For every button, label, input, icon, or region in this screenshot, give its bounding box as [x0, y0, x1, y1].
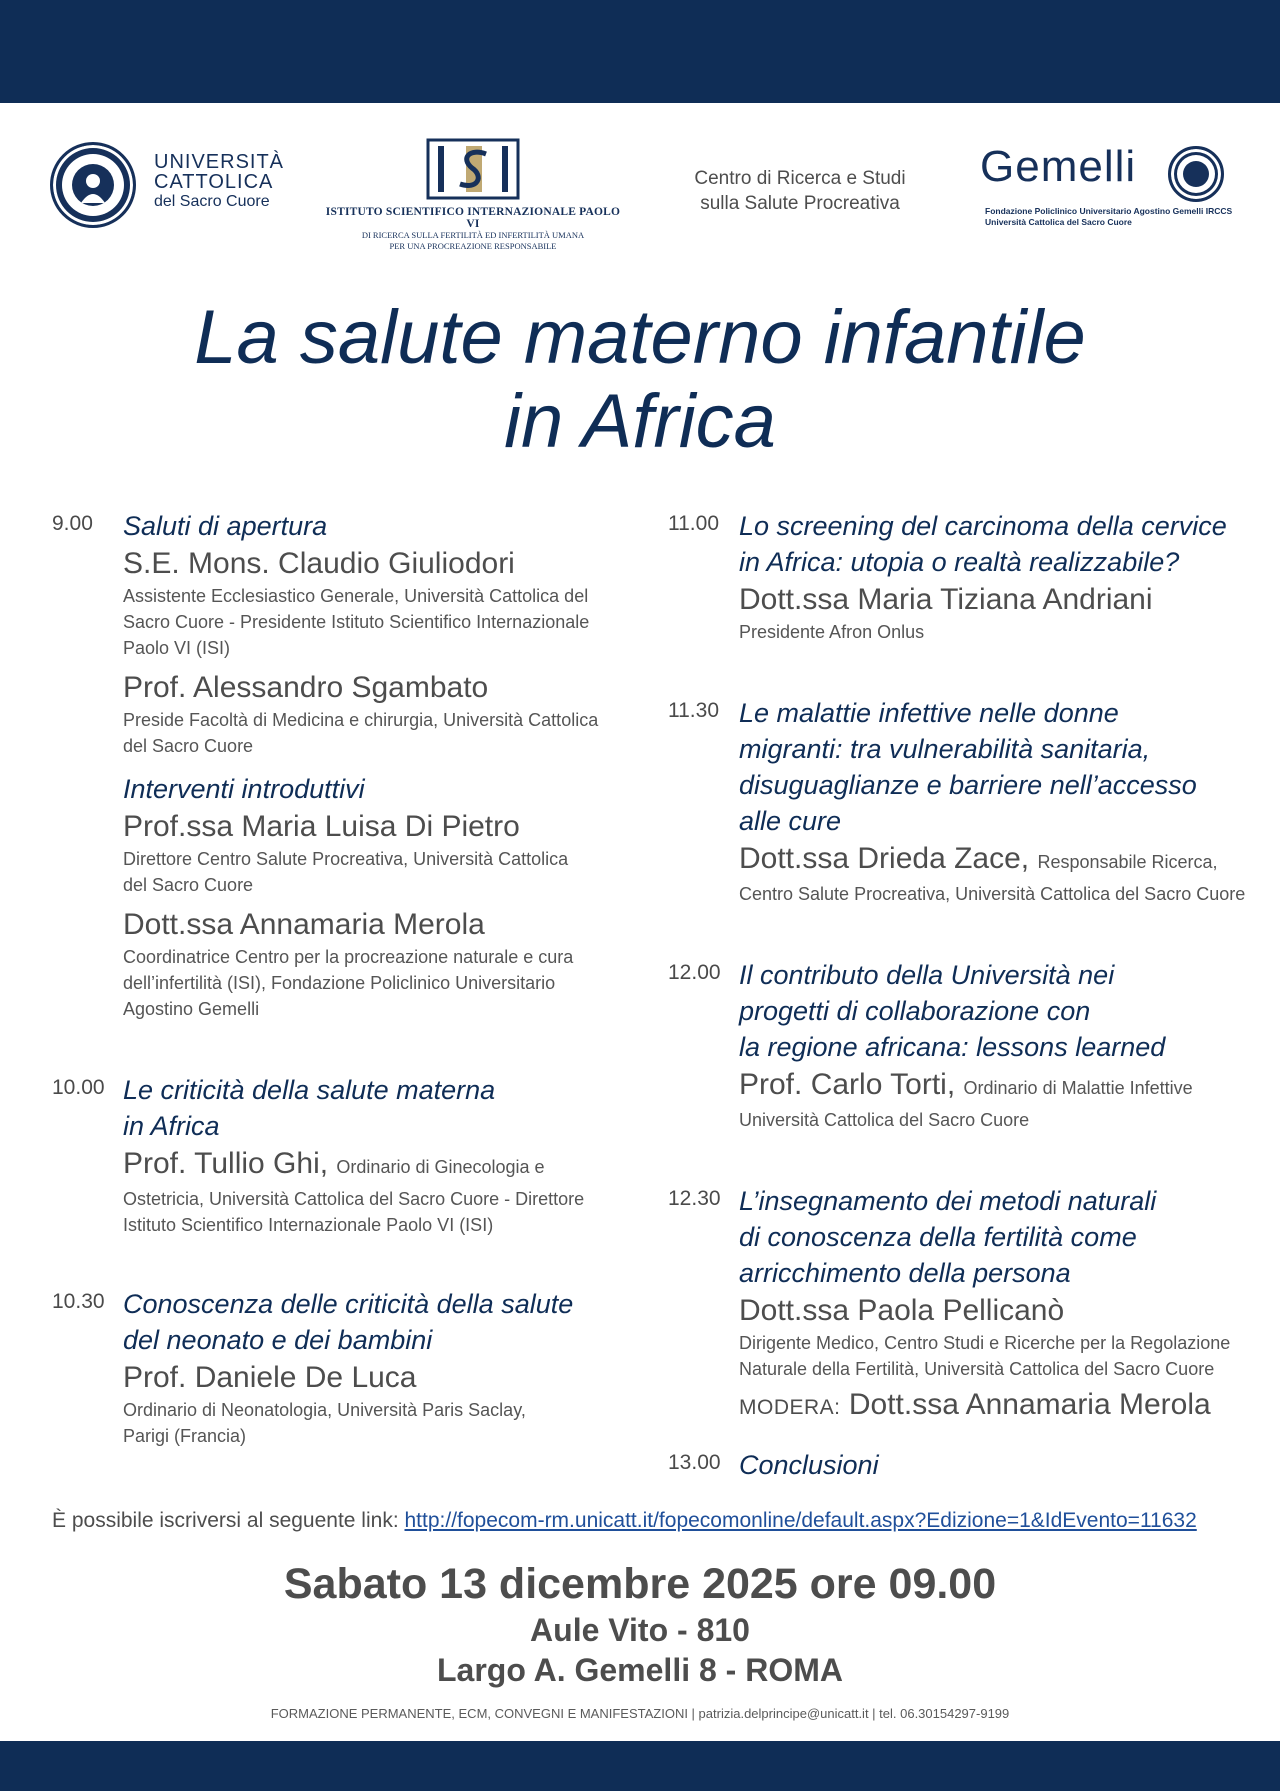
bottom-band: [0, 1741, 1280, 1791]
ucsc-logo: [50, 142, 285, 232]
program-slot-1300: [668, 1447, 1248, 1483]
speaker-role-inline: Ordinario di Malattie Infettive: [963, 1078, 1193, 1098]
speaker-role: Direttore Centro Salute Procreativa, Università Cattolica del Sacro Cuore: [123, 849, 569, 895]
speaker-role: Coordinatrice Centro per la procreazione naturale e cura dell’infertilità (ISI), Fondazione Policlinico Universitario Agostino Gemelli: [123, 947, 574, 1019]
speaker-role-inline: Responsabile Ricerca,: [1037, 852, 1218, 872]
program-slot-1200: [668, 957, 1248, 1133]
ucsc-name-line1: UNIVERSITÀ: [154, 151, 285, 173]
centro-logo: [680, 166, 920, 216]
speaker-name: Prof. Carlo Torti, Ordinario di Malattie Infettive: [739, 1068, 1193, 1101]
ucsc-name-line2: CATTOLICA: [154, 171, 274, 193]
slot-topic: Saluti di apertura: [123, 511, 328, 541]
speaker-role-inline: Ordinario di Ginecologia e: [336, 1157, 545, 1177]
title-line1: La salute materno infantile: [194, 295, 1086, 380]
ucsc-name-line3: del Sacro Cuore: [154, 193, 270, 210]
gemelli-sub-line2: Università Cattolica del Sacro Cuore: [985, 217, 1132, 227]
speaker-name: Prof. Tullio Ghi, Ordinario di Ginecologia e: [123, 1147, 545, 1180]
speaker-role: Centro Salute Procreativa, Università Cattolica del Sacro Cuore: [739, 884, 1246, 904]
isi-logo: [318, 134, 628, 251]
isi-name-line3: PER UNA PROCREAZIONE RESPONSABILE: [389, 241, 557, 251]
registration-text: È possibile iscriversi al seguente link:: [52, 1509, 399, 1532]
speaker-role: Ordinario di Neonatologia, Università Paris Saclay, Parigi (Francia): [123, 1400, 526, 1446]
centro-line1: Centro di Ricerca e Studi: [694, 168, 906, 189]
program-slot-1000: [52, 1072, 642, 1238]
event-room: Aule Vito - 810: [530, 1612, 750, 1648]
speaker-name: Dott.ssa Annamaria Merola: [123, 908, 485, 941]
slot-topic: Le criticità della salute materna in Africa: [123, 1075, 496, 1141]
slot-time: 9.00: [52, 512, 93, 535]
speaker-role: Preside Facoltà di Medicina e chirurgia, Università Cattolica del Sacro Cuore: [123, 710, 599, 756]
title-line2: in Africa: [504, 379, 776, 464]
slot-time: 10.30: [52, 1290, 105, 1313]
slot-time: 11.30: [668, 699, 719, 722]
centro-line2: sulla Salute Procreativa: [700, 193, 900, 214]
program-slot-900: [52, 508, 642, 1022]
isi-name-line1: ISTITUTO SCIENTIFICO INTERNAZIONALE PAOLO VI: [325, 206, 621, 230]
speaker-role: Presidente Afron Onlus: [739, 622, 925, 642]
slot-topic: Lo screening del carcinoma della cervice in Africa: utopia o realtà realizzabile?: [739, 511, 1227, 577]
program-slot-1030: [52, 1286, 642, 1449]
speaker-role: Dirigente Medico, Centro Studi e Ricerche per la Regolazione Naturale della Fertilità, Università Cattolica del Sacro Cuore: [739, 1333, 1231, 1379]
program-slot-1230: [668, 1183, 1248, 1427]
speaker-name: Prof. Daniele De Luca: [123, 1361, 417, 1394]
slot-time: 13.00: [668, 1451, 721, 1474]
program-slot-1130: [668, 695, 1248, 907]
speaker-name: Dott.ssa Maria Tiziana Andriani: [739, 583, 1153, 616]
gemelli-logo: [980, 142, 1240, 242]
top-band: [0, 0, 1280, 103]
event-address: Largo A. Gemelli 8 - ROMA: [437, 1652, 843, 1688]
gemelli-wordmark: Gemelli: [980, 142, 1137, 191]
speaker-role: Ostetricia, Università Cattolica del Sacro Cuore - Direttore Istituto Scientifico Internazionale Paolo VI (ISI): [123, 1189, 585, 1235]
program-slot-1100: [668, 508, 1248, 645]
program-left-column: [52, 508, 642, 1449]
gemelli-seal-icon: [1168, 146, 1224, 202]
speaker-name: Prof. Alessandro Sgambato: [123, 671, 489, 704]
slot-time: 12.30: [668, 1187, 721, 1210]
slot-topic: Conoscenza delle criticità della salute del neonato e dei bambini: [123, 1289, 574, 1355]
speaker-name: S.E. Mons. Claudio Giuliodori: [123, 547, 515, 580]
speaker-name: Prof.ssa Maria Luisa Di Pietro: [123, 810, 520, 843]
registration-link[interactable]: http://fopecom-rm.unicatt.it/fopecomonline/default.aspx?Edizione=1&IdEvento=11632: [404, 1509, 1197, 1532]
isi-name-line2: DI RICERCA SULLA FERTILITÀ ED INFERTILITÀ UMANA: [361, 230, 585, 240]
program-right-column: [668, 508, 1248, 1483]
moderator-label: MODERA:: [739, 1396, 841, 1419]
speaker-name: Dott.ssa Drieda Zace, Responsabile Ricerca,: [739, 842, 1218, 875]
gemelli-sub-line1: Fondazione Policlinico Universitario Agostino Gemelli IRCCS: [985, 206, 1233, 216]
speaker-role: Assistente Ecclesiastico Generale, Università Cattolica del Sacro Cuore - Presidente Istituto Scientifico Internazionale Paolo VI (ISI): [123, 586, 590, 658]
slot-topic: L’insegnamento dei metodi naturali di conoscenza della fertilità come arricchimento della persona: [739, 1186, 1157, 1288]
registration-line: [52, 1509, 1252, 1533]
speaker-role: Università Cattolica del Sacro Cuore: [739, 1110, 1030, 1130]
page-title: [0, 296, 1280, 464]
slot-time: 10.00: [52, 1076, 105, 1099]
ucsc-seal-icon: [50, 142, 136, 228]
slot-time: 11.00: [668, 512, 719, 535]
moderator-name: Dott.ssa Annamaria Merola: [848, 1388, 1211, 1421]
event-date: Sabato 13 dicembre 2025 ore 09.00: [283, 1560, 997, 1608]
slot-topic: Conclusioni: [739, 1450, 879, 1480]
moderator: [739, 1386, 1248, 1427]
speaker-name: Dott.ssa Paola Pellicanò: [739, 1294, 1065, 1327]
isi-mark-icon: [426, 138, 520, 200]
slot-subtopic: Interventi introduttivi: [123, 774, 365, 804]
slot-topic: Il contributo della Università nei progetti di collaborazione con la regione africana: lessons learned: [739, 960, 1166, 1062]
footer-contacts: FORMAZIONE PERMANENTE, ECM, CONVEGNI E MANIFESTAZIONI | patrizia.delprincipe@unicatt.it | tel. 06.30154297-9199: [270, 1706, 1010, 1721]
slot-topic: Le malattie infettive nelle donne migranti: tra vulnerabilità sanitaria, disuguaglianze e barriere nell’accesso alle cure: [739, 698, 1197, 836]
slot-time: 12.00: [668, 961, 721, 984]
